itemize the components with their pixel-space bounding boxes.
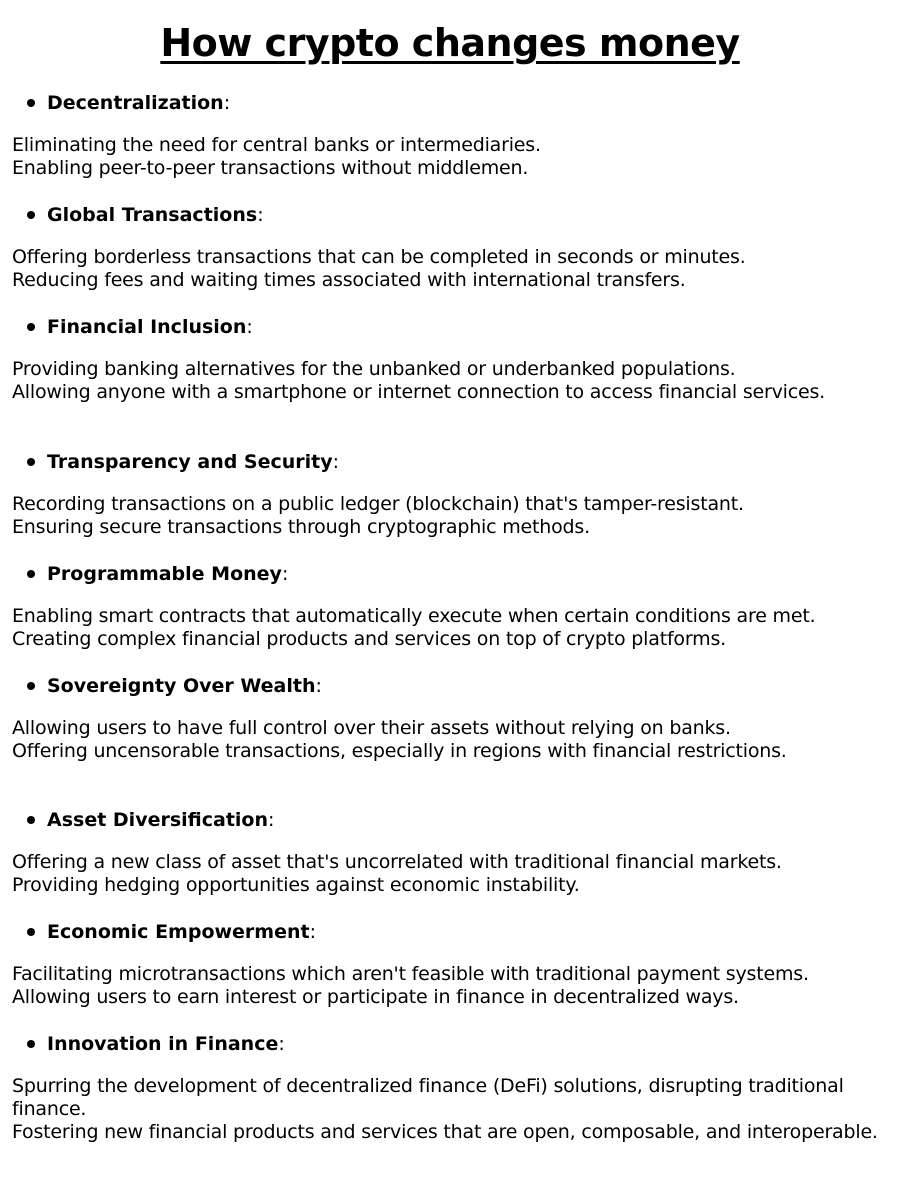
body-line: Fostering new financial products and services that are open, composable, and interoperable. [12, 1121, 878, 1143]
bullet-icon [27, 682, 35, 690]
heading-label: Innovation in Finance [47, 1033, 279, 1055]
body-line: Offering borderless transactions that can be completed in seconds or minutes. [12, 246, 746, 268]
body-line: Recording transactions on a public ledger (blockchain) that's tamper-resistant. [12, 493, 744, 515]
section-transparency-security [0, 449, 900, 539]
section-heading [0, 449, 900, 475]
section-body [0, 246, 900, 292]
section-heading [0, 561, 900, 587]
section-body [0, 717, 900, 763]
section-body [0, 605, 900, 651]
heading-label: Sovereignty Over Wealth [47, 675, 316, 697]
body-line: Reducing fees and waiting times associated with international transfers. [12, 269, 686, 291]
section-economic-empowerment [0, 919, 900, 1009]
body-line: Allowing users to have full control over their assets without relying on banks. [12, 717, 731, 739]
body-line: Creating complex financial products and services on top of crypto platforms. [12, 628, 726, 650]
heading-label: Decentralization [47, 92, 224, 114]
section-body [0, 851, 900, 897]
bullet-icon [27, 1040, 35, 1048]
section-body [0, 134, 900, 180]
body-line: Providing hedging opportunities against economic instability. [12, 874, 580, 896]
section-body [0, 1075, 900, 1144]
bullet-icon [27, 816, 35, 824]
section-programmable-money [0, 561, 900, 651]
body-line: Enabling peer-to-peer transactions without middlemen. [12, 157, 529, 179]
heading-colon: : [223, 92, 231, 114]
bullet-icon [27, 211, 35, 219]
section-body [0, 493, 900, 539]
section-global-transactions [0, 202, 900, 292]
bullet-icon [27, 570, 35, 578]
body-line: Providing banking alternatives for the unbanked or underbanked populations. [12, 358, 736, 380]
section-heading [0, 807, 900, 833]
section-heading [0, 673, 900, 699]
heading-label: Asset Diversification [47, 809, 268, 831]
heading-label: Global Transactions [47, 204, 258, 226]
bullet-icon [27, 99, 35, 107]
heading-colon: : [315, 675, 322, 697]
body-line: Spurring the development of decentralized finance (DeFi) solutions, disrupting traditional finance. [12, 1075, 844, 1120]
section-decentralization [0, 90, 900, 180]
bullet-icon [27, 458, 35, 466]
body-line: Offering a new class of asset that's uncorrelated with traditional financial markets. [12, 851, 782, 873]
body-line: Ensuring secure transactions through cryptographic methods. [12, 516, 590, 538]
body-line: Allowing users to earn interest or participate in finance in decentralized ways. [12, 986, 739, 1008]
body-line: Eliminating the need for central banks or intermediaries. [12, 134, 541, 156]
bullet-icon [27, 323, 35, 331]
section-financial-inclusion [0, 314, 900, 404]
heading-label: Programmable Money [47, 563, 282, 585]
body-line: Allowing anyone with a smartphone or internet connection to access financial services. [12, 381, 826, 403]
heading-colon: : [332, 451, 340, 473]
heading-label: Transparency and Security [47, 451, 333, 473]
section-body [0, 963, 900, 1009]
heading-colon: : [268, 809, 275, 831]
section-asset-diversification [0, 807, 900, 897]
section-heading [0, 1031, 900, 1057]
heading-label: Financial Inclusion [47, 316, 247, 338]
heading-label: Economic Empowerment [47, 921, 310, 943]
section-body [0, 358, 900, 404]
section-innovation-in-finance [0, 1031, 900, 1144]
body-line: Facilitating microtransactions which aren't feasible with traditional payment systems. [12, 963, 809, 985]
heading-colon: : [257, 204, 264, 226]
body-line: Offering uncensorable transactions, especially in regions with financial restrictions. [12, 740, 787, 762]
heading-colon: : [281, 563, 289, 585]
heading-colon: : [309, 921, 317, 943]
heading-colon: : [278, 1033, 285, 1055]
bullet-icon [27, 928, 35, 936]
section-heading [0, 90, 900, 116]
section-heading [0, 202, 900, 228]
body-line: Enabling smart contracts that automatically execute when certain conditions are met. [12, 605, 816, 627]
page-title: How crypto changes money [160, 21, 740, 65]
section-heading [0, 919, 900, 945]
heading-colon: : [246, 316, 253, 338]
section-sovereignty-over-wealth [0, 673, 900, 763]
section-heading [0, 314, 900, 340]
